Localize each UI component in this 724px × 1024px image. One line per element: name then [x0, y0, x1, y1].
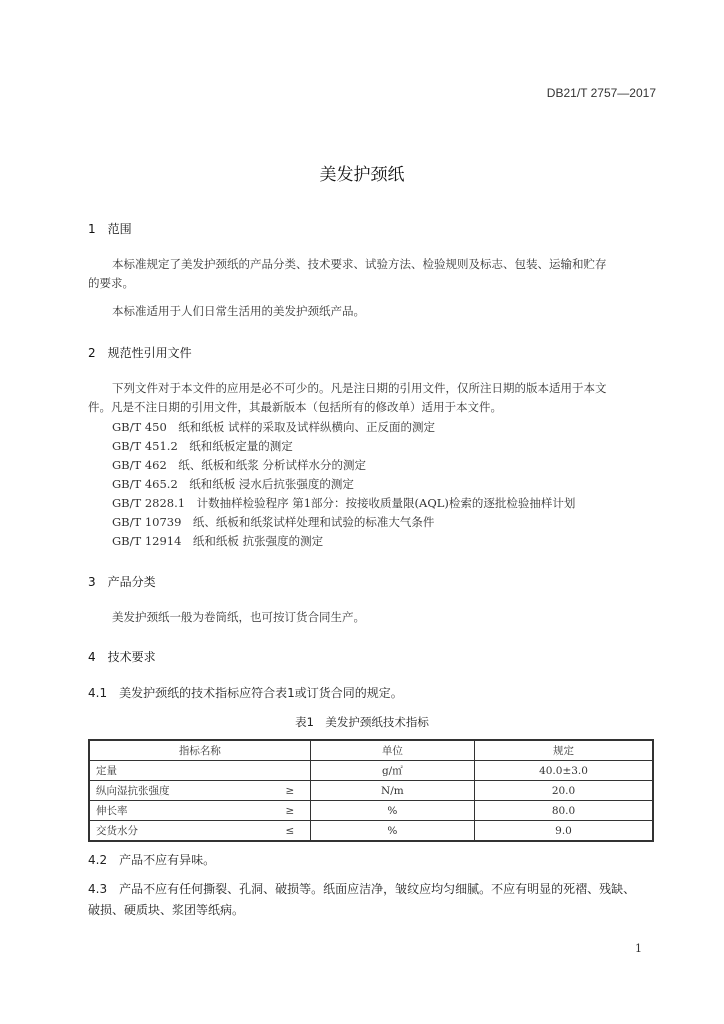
column-header: 指标名称 — [89, 740, 310, 761]
table-row — [89, 821, 653, 842]
section-heading-technical-requirements: 4 技术要求 — [88, 650, 156, 664]
paragraph: 下列文件对于本文件的应用是必不可少的。凡是注日期的引用文件，仅所注日期的版本适用于本文 — [112, 381, 607, 395]
section-heading-classification: 3 产品分类 — [88, 575, 156, 589]
paragraph: 件。凡是不注日期的引用文件，其最新版本（包括所有的修改单）适用于本文件。 — [88, 400, 502, 414]
section-heading-normative-references: 2 规范性引用文件 — [88, 346, 192, 360]
reference-item: GB/T 462 纸、纸板和纸浆 分析试样水分的测定 — [112, 458, 366, 472]
page-title: 美发护颈纸 — [319, 165, 405, 185]
clause-4-3-continued: 破损、硬质块、浆团等纸病。 — [88, 903, 245, 917]
unit-cell: g/㎡ — [310, 761, 474, 781]
value-cell: 80.0 — [475, 801, 653, 821]
unit-cell: % — [310, 801, 474, 821]
clause-4-2: 4.2 产品不应有异味。 — [88, 853, 216, 867]
value-cell: 9.0 — [475, 821, 653, 842]
indicator-name: 纵向湿抗张强度 — [89, 781, 270, 801]
table-row — [89, 761, 653, 781]
indicator-name: 定量 — [89, 761, 270, 781]
unit-cell: % — [310, 821, 474, 842]
paragraph: 本标准适用于人们日常生活用的美发护颈纸产品。 — [112, 304, 365, 318]
page-number: 1 — [635, 942, 642, 955]
paragraph: 的要求。 — [88, 276, 134, 290]
unit-cell: N/m — [310, 781, 474, 801]
table-header-row — [89, 740, 653, 761]
comparison-symbol: ≥ — [270, 801, 310, 821]
paragraph: 美发护颈纸一般为卷筒纸，也可按订货合同生产。 — [112, 610, 365, 624]
reference-item: GB/T 451.2 纸和纸板定量的测定 — [112, 439, 293, 453]
reference-item: GB/T 10739 纸、纸板和纸浆试样处理和试验的标准大气条件 — [112, 515, 435, 529]
spec-table — [88, 739, 654, 842]
paragraph: 本标准规定了美发护颈纸的产品分类、技术要求、试验方法、检验规则及标志、包装、运输和贮存 — [112, 257, 607, 271]
reference-item: GB/T 465.2 纸和纸板 浸水后抗张强度的测定 — [112, 477, 354, 491]
table-row — [89, 801, 653, 821]
column-header: 单位 — [310, 740, 474, 761]
value-cell: 40.0±3.0 — [475, 761, 653, 781]
value-cell: 20.0 — [475, 781, 653, 801]
clause-4-3: 4.3 产品不应有任何撕裂、孔洞、破损等。纸面应洁净，皱纹应均匀细腻。不应有明显的死褶、残缺、 — [88, 882, 636, 896]
comparison-symbol: ≤ — [270, 821, 310, 842]
clause-4-1: 4.1 美发护颈纸的技术指标应符合表1或订货合同的规定。 — [88, 686, 403, 700]
comparison-symbol — [270, 761, 310, 781]
table-caption: 表1 美发护颈纸技术指标 — [295, 715, 429, 729]
table-row — [89, 781, 653, 801]
section-heading-scope: 1 范围 — [88, 222, 132, 236]
reference-item: GB/T 12914 纸和纸板 抗张强度的测定 — [112, 534, 324, 548]
reference-item: GB/T 450 纸和纸板 试样的采取及试样纵横向、正反面的测定 — [112, 420, 435, 434]
column-header: 规定 — [475, 740, 653, 761]
indicator-name: 伸长率 — [89, 801, 270, 821]
document-code: DB21/T 2757—2017 — [546, 86, 656, 100]
indicator-name: 交货水分 — [89, 821, 270, 842]
reference-item: GB/T 2828.1 计数抽样检验程序 第1部分：按接收质量限(AQL)检索的逐批检验抽样计划 — [112, 496, 576, 510]
comparison-symbol: ≥ — [270, 781, 310, 801]
